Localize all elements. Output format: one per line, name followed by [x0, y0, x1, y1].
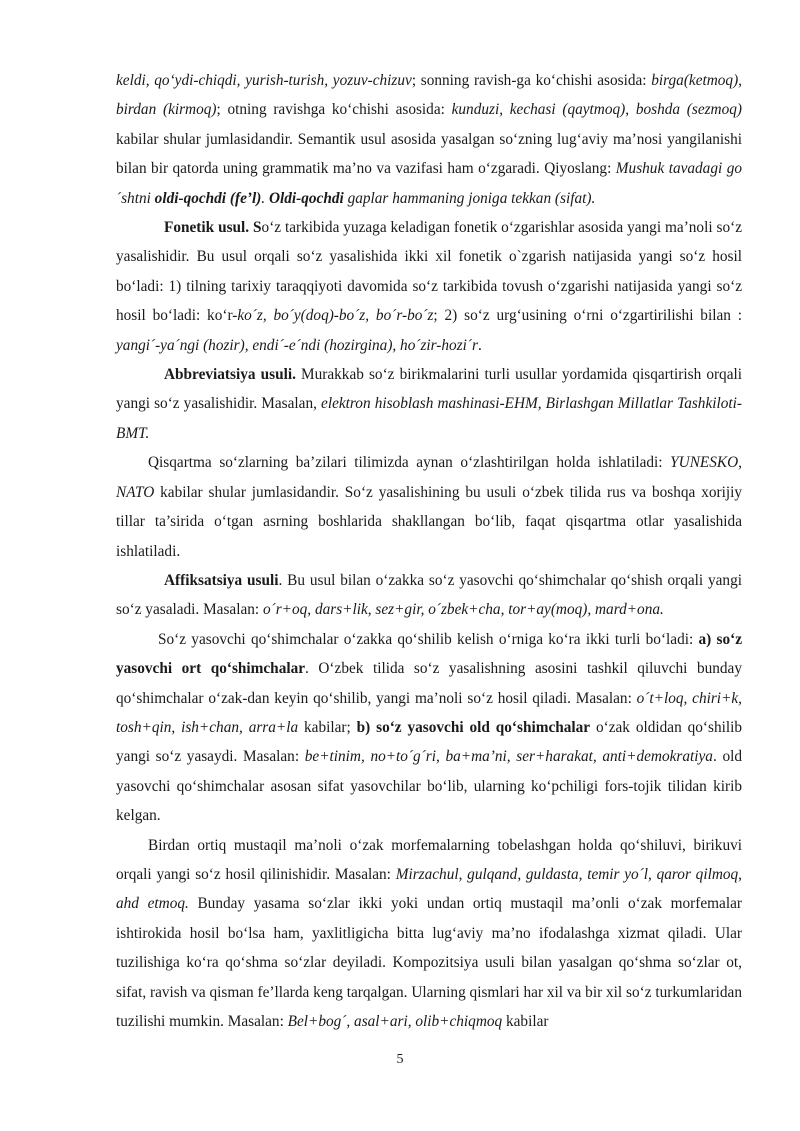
p2-run: .: [477, 336, 482, 354]
p5-run: . Bu usul bilan o‘zakka so‘z yasovchi qo‘shimchalar qo‘shish orqali yangi so‘z yasaladi. Masalan:: [116, 571, 742, 619]
p6-run: be+tinim, no+to´g´ri, ba+ma’ni, ser+harakat, anti+demokratiya: [304, 748, 713, 766]
p7-run: kabilar: [502, 1013, 549, 1030]
p1-run: kabilar shular jumlasidandir. Semantik usul asosida yasalgan so‘zning lug‘aviy ma’nosi yangilanishi bilan bir qatorda uning grammatik ma’no va vazifasi ham o‘zgaradi. Qiyoslang:: [116, 130, 742, 178]
p1-run: ,: [625, 101, 636, 119]
p1-run: Oldi-qochdi: [268, 189, 344, 207]
p1-run: ; sonning ravish-ga ko‘chishi asosida:: [411, 72, 652, 89]
p4-run: Qisqartma so‘zlarning ba’zilari tilimizda aynan o‘zlashtirilgan holda ishlatiladi:: [148, 454, 671, 472]
page-number: 5: [396, 1052, 404, 1067]
p6-run: o´t+loq, chiri+k, tosh+qin, ish+chan, arra+la: [116, 689, 742, 736]
p6-run: o‘zak oldidan qo‘shilib yangi so‘z yasaydi. Masalan:: [116, 718, 742, 766]
paragraph-soz-yasovchi-qoshimchalar: [116, 625, 742, 831]
p1-run: oldi-qochdi (fe’l): [154, 189, 262, 207]
p3-run: Abbreviatsiya usuli.: [164, 366, 296, 384]
paragraph-semantic-usul-continued: [116, 66, 742, 213]
paragraph-qisqartma-sozlar: [116, 448, 742, 566]
paragraph-abbreviatsiya-usuli: [116, 360, 742, 448]
p4-run: YUNESKO, NATO: [116, 454, 742, 501]
p6-run: a) so‘z yasovchi ort qo‘shimchalar: [116, 630, 742, 678]
p1-run: kunduzi, kechasi (qaytmoq): [451, 101, 626, 119]
p1-run: .: [261, 189, 269, 207]
p4-run: kabilar shular jumlasidandir. So‘z yasalishining bu usuli o‘zbek tilida rus va boshqa xorijiy tillar ta’sirida o‘tgan asrning boshlarida shakllangan bo‘lib, faqat qisqartma otlar yasalishida ishlatiladi.: [116, 483, 742, 560]
p1-run: gaplar hammaning joniga tekkan (sifat).: [343, 189, 596, 207]
p1-run: birga(ketmoq), birdan (kirmoq): [116, 72, 742, 119]
p5-run: o´r+oq, dars+lik, sez+gir, o´zbek+cha, tor+ay(moq), mard+ona.: [262, 601, 664, 619]
p7-run: Bunday yasama so‘zlar ikki yoki undan ortiq mustaqil ma’onli o‘zak morfemalar ishtirokida hosil bo‘lsa ham, yaxlitligicha bitta lug‘aviy ma’no ifodalashga xizmat qiladi. Ular tuzilishiga ko‘ra qo‘shma so‘zlar deyiladi. Kompozitsiya usuli bilan yasalgan qo‘shma so‘zlar ot, sifat, ravish va qisman fe’llarda keng tarqalgan. Ularning qismlari har xil va bir xil so‘z turkumlaridan tuzilishi mumkin. Masalan:: [116, 895, 742, 1030]
p3-run: Murakkab so‘z birikmalarini turli usullar yordamida qisqartirish orqali yangi so‘z yasalishidir. Masalan,: [116, 366, 742, 413]
p2-run: Fonetik usul. S: [164, 219, 262, 237]
p6-run: . O‘zbek tilida so‘z yasalishning asosini tashkil qiluvchi bunday qo‘shimchalar o‘zak-dan keyin qo‘shilib, yangi ma’noli so‘z hosil qiladi. Masalan:: [116, 660, 742, 707]
p1-run: Mushuk tavadagi go´shtni: [116, 160, 742, 207]
p3-run: elektron hisoblash mashinasi-EHM, Birlashgan Millatlar Tashkiloti-BMT.: [116, 395, 742, 442]
p6-run: b) so‘z yasovchi old qo‘shimchalar: [356, 718, 591, 736]
paragraph-fonetik-usul: [116, 213, 742, 360]
paragraph-affiksatsiya-usuli: [116, 566, 742, 625]
p6-run: . old yasovchi qo‘shimchalar asosan sifat yasovchilar bo‘lib, ularning ko‘pchiligi fors-tojik tilidan kirib kelgan.: [116, 748, 742, 825]
paragraph-kompozitsiya: [116, 831, 742, 1037]
p1-run: keldi, qo‘ydi-chiqdi, yurish-turish, yozuv-chizuv: [116, 72, 412, 89]
p7-run: Bel+bog´, asal+ari, olib+chiqmoq: [287, 1013, 503, 1030]
p2-run: o‘z tarkibida yuzaga keladigan fonetik o‘zgarishlar asosida yangi ma’noli so‘z yasalishidir. Bu usul orqali so‘z yasalishida ikki xil fonetik o`zgarish natijasida yangi so‘z hosil bo‘ladi: 1) tilning tarixiy taraqqiyoti davomida so‘z tarkibida tovush o‘zgarishi natijasida yangi so‘z hosil bo‘ladi: ko‘r-: [116, 219, 742, 325]
p2-run: yangi´-ya´ngi (hozir), endi´-e´ndi (hozirgina), ho´zir-hozi´r: [116, 336, 478, 354]
p5-run: Affiksatsiya usuli: [164, 571, 279, 589]
p2-run: ko´z, bo´y(doq)-bo´z, bo´r-bo´z: [237, 307, 434, 325]
p7-run: Birdan ortiq mustaqil ma’noli o‘zak morfemalarning tobelashgan holda qo‘shiluvi, birikuvi orqali yangi so‘z hosil qilinishidir. Masalan:: [116, 836, 742, 883]
p7-run: Mirzachul, gulqand, guldasta, temir yo´l, qaror qilmoq, ahd etmoq.: [116, 865, 742, 913]
p2-run: ; 2) so‘z urg‘usining o‘rni o‘zgartirilishi bilan :: [433, 307, 743, 325]
p6-run: kabilar;: [298, 718, 357, 736]
p1-run: boshda (sezmoq): [635, 101, 742, 119]
p1-run: ; otning ravishga ko‘chishi asosida:: [216, 101, 452, 119]
p6-run: So‘z yasovchi qo‘shimchalar o‘zakka qo‘shilib kelish o‘rniga ko‘ra ikki turli bo‘ladi:: [158, 630, 699, 648]
